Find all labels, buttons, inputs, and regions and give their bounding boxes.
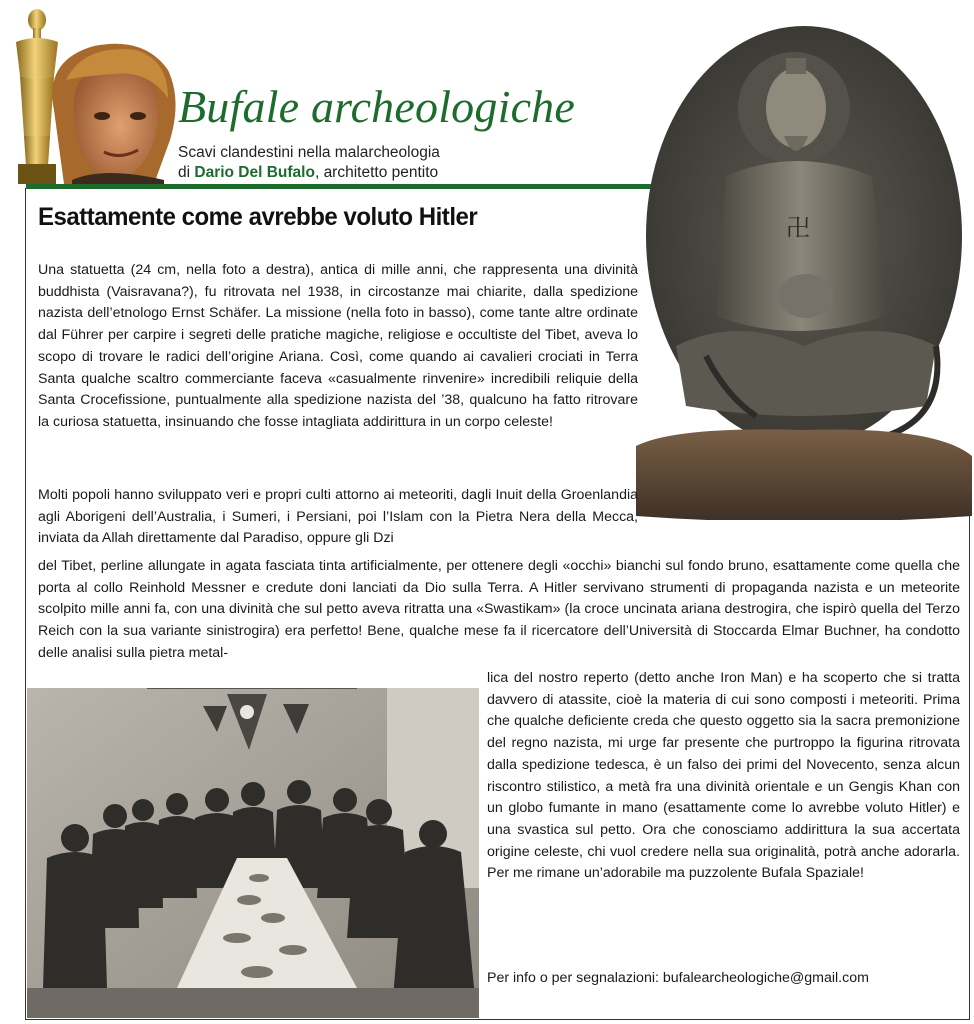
- article-paragraph-2-bottom: del Tibet, perline allungate in agata fasciata tinta artificialmente, per ottenere degli «occhi» bianchi sul fondo bruno, esattamente come quella che porta al collo Reinhold Messner e credute doni lanciati da Dio sulla Terra. A Hitler servivano strumenti di propaganda nazista e un meteorite scolpito mille anni fa, con una divinità che sul petto aveva ritratta una «Swastikam» (la croce uncinata ariana destrogira, che ispirò quella del Terzo Reich con la sua variante sinistrogira) era perfetto! Bene, qualche mese fa il ricercatore dell’Università di Stoccarda Elmar Buchner, ha condotto delle analisi sulla pietra metal-: [38, 558, 960, 661]
- iron-man-statue-image: [636, 16, 972, 520]
- frame-border-right: [969, 470, 970, 1020]
- svg-text:卍: 卍: [786, 214, 810, 242]
- article-headline: Esattamente come avrebbe voluto Hitler: [38, 203, 478, 231]
- expedition-photo-image: [27, 688, 479, 1018]
- column-title: Bufale archeologiche: [178, 81, 575, 132]
- author-name: Dario Del Bufalo: [194, 164, 315, 181]
- contact-info: Per info o per segnalazioni: bufalearcheologiche@gmail.com: [487, 970, 869, 986]
- article-paragraph-2-top: Molti popoli hanno sviluppato veri e propri culti attorno ai meteoriti, dagli Inuit della Groenlandia agli Aborigeni dell’Australia, i Sumeri, i Persiani, poi l’Islam con la Pietra Nera della Mecca, inviata da Allah direttamente dal Paradiso, oppure gli Dzi: [38, 487, 638, 547]
- frame-border-bottom: [25, 1019, 970, 1020]
- column-subtitle: [178, 143, 440, 183]
- byline: [178, 163, 440, 183]
- byline-prefix: di: [178, 164, 195, 181]
- article-paragraph-1: Una statuetta (24 cm, nella foto a destra), antica di mille anni, che rappresenta una divinità buddhista (Vaisravana?), fu ritrovata nel 1938, in circostanze mai chiarite, dalla spedizione nazista dell’etnologo Ernst Schäfer. La missione (nella foto in basso), come tante altre ordinate dal Führer per carpire i segreti delle pratiche magiche, religiose e occultiste del Tibet, aveva lo scopo di trovare le radici dell’origine Ariana. Così, come quando ai cavalieri crociati in Terra Santa qualche scaltro commerciante faceva «casualmente rinvenire» incredibili reliquie della Santa Crocefissione, puntualmente alla spedizione nazista del ’38, qualcuno ha fatto ritrovare la curiosa statuetta, insinuando che fosse intagliata addirittura in un corpo celeste!: [38, 262, 638, 430]
- header-divider: [26, 184, 652, 189]
- frame-border-left: [25, 188, 26, 1020]
- author-portrait-image: [44, 40, 180, 184]
- byline-suffix: , architetto pentito: [314, 164, 439, 181]
- subtitle-line: Scavi clandestini nella malarcheologia: [178, 144, 440, 161]
- article-paragraph-3: lica del nostro reperto (detto anche Iron Man) e ha scoperto che si tratta davvero di atassite, cioè la materia di cui sono composti i meteoriti. Prima che qualche deficiente creda che questo oggetto sia la sacra premonizione del regno nazista, mi urge far presente che purtroppo la figurina ritrovata dalla spedizione tedesca, è un falso dei primi del Novecento, senza alcun riscontro stilistico, a metà fra una divinità orientale e un Gengis Khan con un globo fumante in mano (esattamente come lo avrebbe voluto Hitler) e una svastica sul petto. Ora che conosciamo addirittura la sua accertata origine celeste, chi vuol credere nella sua originalità, potrà anche adorarla. Per me rimane un’adorabile ma puzzolente Bufala Spaziale!: [487, 670, 960, 882]
